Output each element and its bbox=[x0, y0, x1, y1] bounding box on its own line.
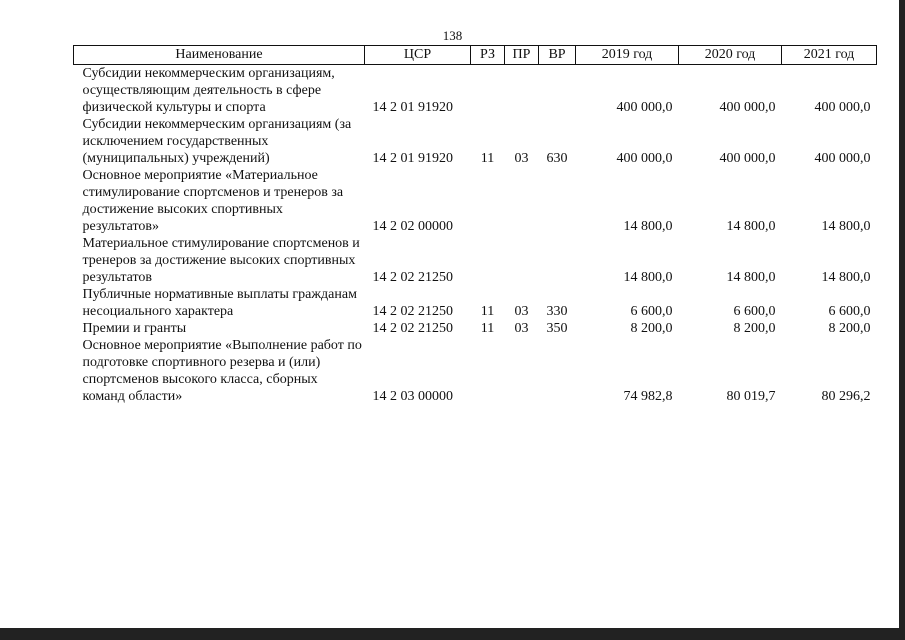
row-name: Премии и гранты bbox=[82, 321, 187, 336]
row-pr bbox=[505, 167, 539, 235]
row-rz bbox=[471, 235, 505, 286]
row-csr: 14 2 03 00000 bbox=[372, 389, 453, 404]
header-2019: 2019 год bbox=[576, 46, 679, 65]
row-rz bbox=[471, 65, 505, 117]
table-row bbox=[74, 235, 877, 286]
table-row bbox=[74, 116, 877, 167]
row-rz: 11 bbox=[480, 151, 495, 166]
row-2020: 6 600,0 bbox=[733, 304, 776, 319]
row-2020: 400 000,0 bbox=[719, 100, 776, 115]
row-rz: 11 bbox=[480, 304, 495, 319]
row-vr bbox=[539, 65, 576, 117]
row-name: Основное мероприятие «Выполнение работ по подготовке спортивного резерва и (или) спортсменов высокого класса, сборных команд области» bbox=[82, 338, 362, 404]
scan-edge-right bbox=[899, 0, 905, 640]
row-2019: 6 600,0 bbox=[630, 304, 673, 319]
row-vr bbox=[539, 167, 576, 235]
header-rz: РЗ bbox=[471, 46, 505, 65]
row-2020: 14 800,0 bbox=[726, 270, 776, 285]
row-csr: 14 2 02 21250 bbox=[372, 304, 453, 319]
header-2020: 2020 год bbox=[679, 46, 782, 65]
table-row bbox=[74, 337, 877, 405]
table-row bbox=[74, 286, 877, 320]
row-csr: 14 2 02 21250 bbox=[372, 321, 453, 336]
budget-table bbox=[73, 45, 877, 405]
table-row bbox=[74, 167, 877, 235]
row-2020: 80 019,7 bbox=[726, 389, 776, 404]
row-name: Основное мероприятие «Материальное стимулирование спортсменов и тренеров за достижение высоких спортивных результатов» bbox=[82, 168, 344, 234]
row-csr: 14 2 01 91920 bbox=[372, 100, 453, 115]
header-pr: ПР bbox=[505, 46, 539, 65]
header-name: Наименование bbox=[74, 46, 365, 65]
row-2019: 8 200,0 bbox=[630, 321, 673, 336]
row-pr: 03 bbox=[514, 304, 529, 319]
header-2021: 2021 год bbox=[782, 46, 877, 65]
header-csr: ЦСР bbox=[365, 46, 471, 65]
row-csr: 14 2 02 00000 bbox=[372, 219, 453, 234]
row-pr: 03 bbox=[514, 151, 529, 166]
row-vr: 350 bbox=[546, 321, 568, 336]
row-vr bbox=[539, 235, 576, 286]
row-pr bbox=[505, 235, 539, 286]
row-2019: 14 800,0 bbox=[623, 270, 673, 285]
row-2020: 8 200,0 bbox=[733, 321, 776, 336]
table-row bbox=[74, 320, 877, 337]
row-2021: 14 800,0 bbox=[821, 270, 871, 285]
row-2021: 80 296,2 bbox=[821, 389, 871, 404]
row-2020: 14 800,0 bbox=[726, 219, 776, 234]
header-row bbox=[74, 46, 877, 65]
row-2021: 6 600,0 bbox=[828, 304, 871, 319]
row-vr: 630 bbox=[546, 151, 568, 166]
row-name: Субсидии некоммерческим организациям, осуществляющим деятельность в сфере физической культуры и спорта bbox=[82, 66, 335, 115]
row-2021: 14 800,0 bbox=[821, 219, 871, 234]
row-csr: 14 2 02 21250 bbox=[372, 270, 453, 285]
row-name: Субсидии некоммерческим организациям (за исключением государственных (муниципальных) учреждений) bbox=[82, 117, 352, 166]
row-2020: 400 000,0 bbox=[719, 151, 776, 166]
row-csr: 14 2 01 91920 bbox=[372, 151, 453, 166]
row-2019: 14 800,0 bbox=[623, 219, 673, 234]
row-2021: 400 000,0 bbox=[814, 100, 871, 115]
row-rz: 11 bbox=[480, 321, 495, 336]
row-2019: 74 982,8 bbox=[623, 389, 673, 404]
row-pr bbox=[505, 337, 539, 405]
table-row bbox=[74, 65, 877, 117]
page-number: 138 bbox=[442, 28, 463, 43]
row-name: Материальное стимулирование спортсменов и тренеров за достижение высоких спортивных результатов bbox=[82, 236, 360, 285]
row-pr: 03 bbox=[514, 321, 529, 336]
row-2021: 400 000,0 bbox=[814, 151, 871, 166]
row-rz bbox=[471, 167, 505, 235]
row-vr bbox=[539, 337, 576, 405]
row-rz bbox=[471, 337, 505, 405]
row-2019: 400 000,0 bbox=[616, 100, 673, 115]
row-vr: 330 bbox=[546, 304, 568, 319]
row-2019: 400 000,0 bbox=[616, 151, 673, 166]
header-vr: ВР bbox=[539, 46, 576, 65]
row-2021: 8 200,0 bbox=[828, 321, 871, 336]
row-name: Публичные нормативные выплаты гражданам несоциального характера bbox=[82, 287, 357, 319]
scan-edge-bottom bbox=[0, 628, 905, 640]
row-pr bbox=[505, 65, 539, 117]
